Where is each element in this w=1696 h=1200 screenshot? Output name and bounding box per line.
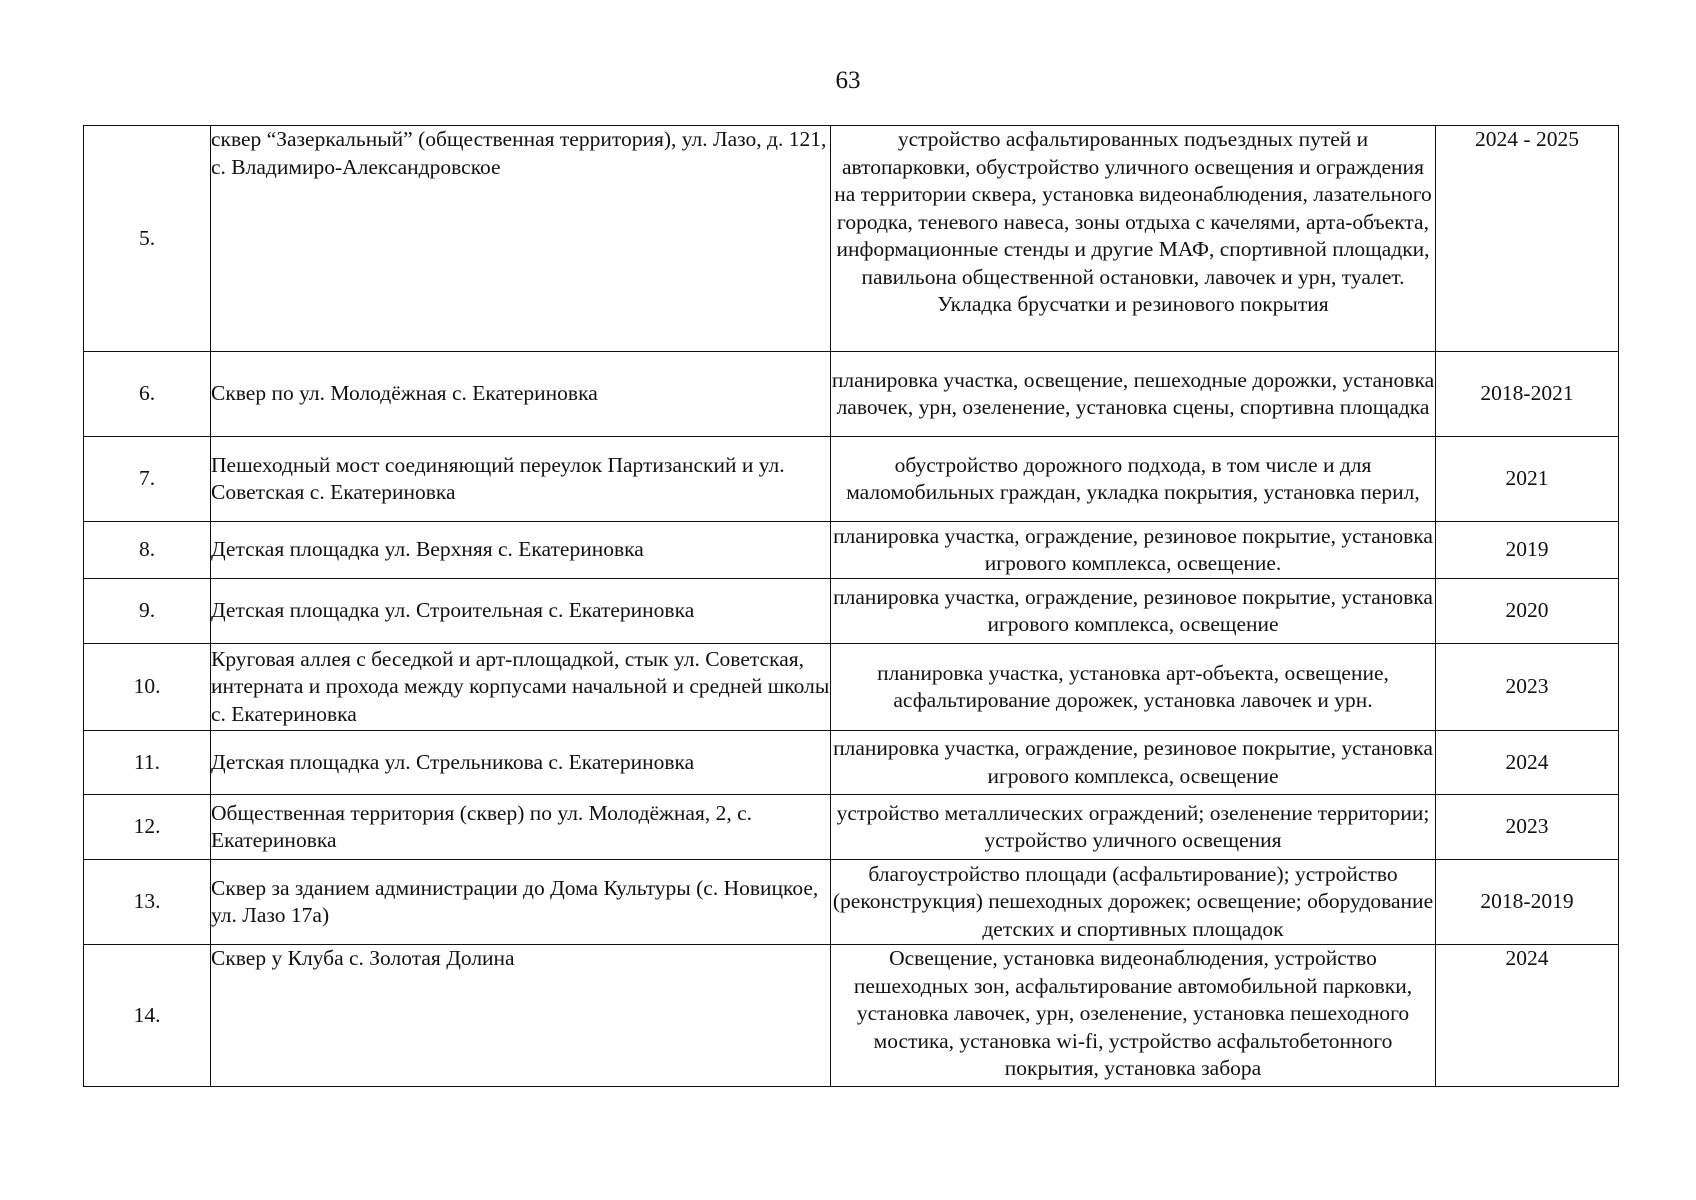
object-name: Детская площадка ул. Верхняя с. Екатериновка <box>211 522 831 579</box>
row-number: 11. <box>84 731 211 795</box>
table-row <box>84 437 1619 522</box>
work-description: планировка участка, ограждение, резиновое покрытие, установка игрового комплекса, освещение <box>831 579 1436 644</box>
table-row <box>84 579 1619 644</box>
work-description: устройство металлических ограждений; озеленение территории; устройство уличного освещения <box>831 795 1436 860</box>
implementation-years: 2019 <box>1436 522 1619 579</box>
implementation-years: 2024 <box>1436 945 1619 1087</box>
implementation-years: 2021 <box>1436 437 1619 522</box>
table-row <box>84 644 1619 731</box>
work-description: устройство асфальтированных подъездных путей и автопарковки, обустройство уличного освещения и ограждения на территории сквера, установка видеонаблюдения, лазательного городка, теневого навеса, зоны отдыха с качелями, арта-объекта, информационные стенды и другие МАФ, спортивной площадки, павильона общественной остановки, лавочек и урн, туалет. Укладка брусчатки и резинового покрытия <box>831 126 1436 352</box>
work-description: благоустройство площади (асфальтирование); устройство (реконструкция) пешеходных дорожек; освещение; оборудование детских и спортивных площадок <box>831 860 1436 945</box>
implementation-years: 2018-2021 <box>1436 352 1619 437</box>
object-name: Сквер за зданием администрации до Дома Культуры (с. Новицкое, ул. Лазо 17а) <box>211 860 831 945</box>
implementation-years: 2024 <box>1436 731 1619 795</box>
object-name: сквер “Зазеркальный” (общественная территория), ул. Лазо, д. 121, с. Владимиро-Александровское <box>211 126 831 352</box>
work-description: планировка участка, ограждение, резиновое покрытие, установка игрового комплекса, освещение. <box>831 522 1436 579</box>
table-row <box>84 795 1619 860</box>
improvement-table <box>83 125 1619 1087</box>
implementation-years: 2018-2019 <box>1436 860 1619 945</box>
row-number: 7. <box>84 437 211 522</box>
object-name: Сквер по ул. Молодёжная с. Екатериновка <box>211 352 831 437</box>
implementation-years: 2020 <box>1436 579 1619 644</box>
table-row <box>84 522 1619 579</box>
table-row <box>84 352 1619 437</box>
object-name: Пешеходный мост соединяющий переулок Партизанский и ул. Советская с. Екатериновка <box>211 437 831 522</box>
row-number: 10. <box>84 644 211 731</box>
object-name: Сквер у Клуба с. Золотая Долина <box>211 945 831 1087</box>
row-number: 5. <box>84 126 211 352</box>
work-description: Освещение, установка видеонаблюдения, устройство пешеходных зон, асфальтирование автомобильной парковки, установка лавочек, урн, озеленение, установка пешеходного мостика, установка wi-fi, устройство асфальтобетонного покрытия, установка забора <box>831 945 1436 1087</box>
object-name: Круговая аллея с беседкой и арт-площадкой, стык ул. Советская, интерната и прохода между корпусами начальной и средней школы с. Екатериновка <box>211 644 831 731</box>
table-row <box>84 126 1619 352</box>
row-number: 12. <box>84 795 211 860</box>
page-number: 63 <box>835 67 861 94</box>
object-name: Детская площадка ул. Стрельникова с. Екатериновка <box>211 731 831 795</box>
object-name: Общественная территория (сквер) по ул. Молодёжная, 2, с. Екатериновка <box>211 795 831 860</box>
row-number: 8. <box>84 522 211 579</box>
implementation-years: 2023 <box>1436 795 1619 860</box>
implementation-years: 2024 - 2025 <box>1436 126 1619 352</box>
row-number: 9. <box>84 579 211 644</box>
table-row <box>84 860 1619 945</box>
row-number: 14. <box>84 945 211 1087</box>
work-description: планировка участка, освещение, пешеходные дорожки, установка лавочек, урн, озеленение, установка сцены, спортивна площадка <box>831 352 1436 437</box>
work-description: планировка участка, ограждение, резиновое покрытие, установка игрового комплекса, освещение <box>831 731 1436 795</box>
implementation-years: 2023 <box>1436 644 1619 731</box>
work-description: обустройство дорожного подхода, в том числе и для маломобильных граждан, укладка покрытия, установка перил, <box>831 437 1436 522</box>
object-name: Детская площадка ул. Строительная с. Екатериновка <box>211 579 831 644</box>
row-number: 13. <box>84 860 211 945</box>
table-row <box>84 945 1619 1087</box>
row-number: 6. <box>84 352 211 437</box>
work-description: планировка участка, установка арт-объекта, освещение, асфальтирование дорожек, установка лавочек и урн. <box>831 644 1436 731</box>
table-row <box>84 731 1619 795</box>
